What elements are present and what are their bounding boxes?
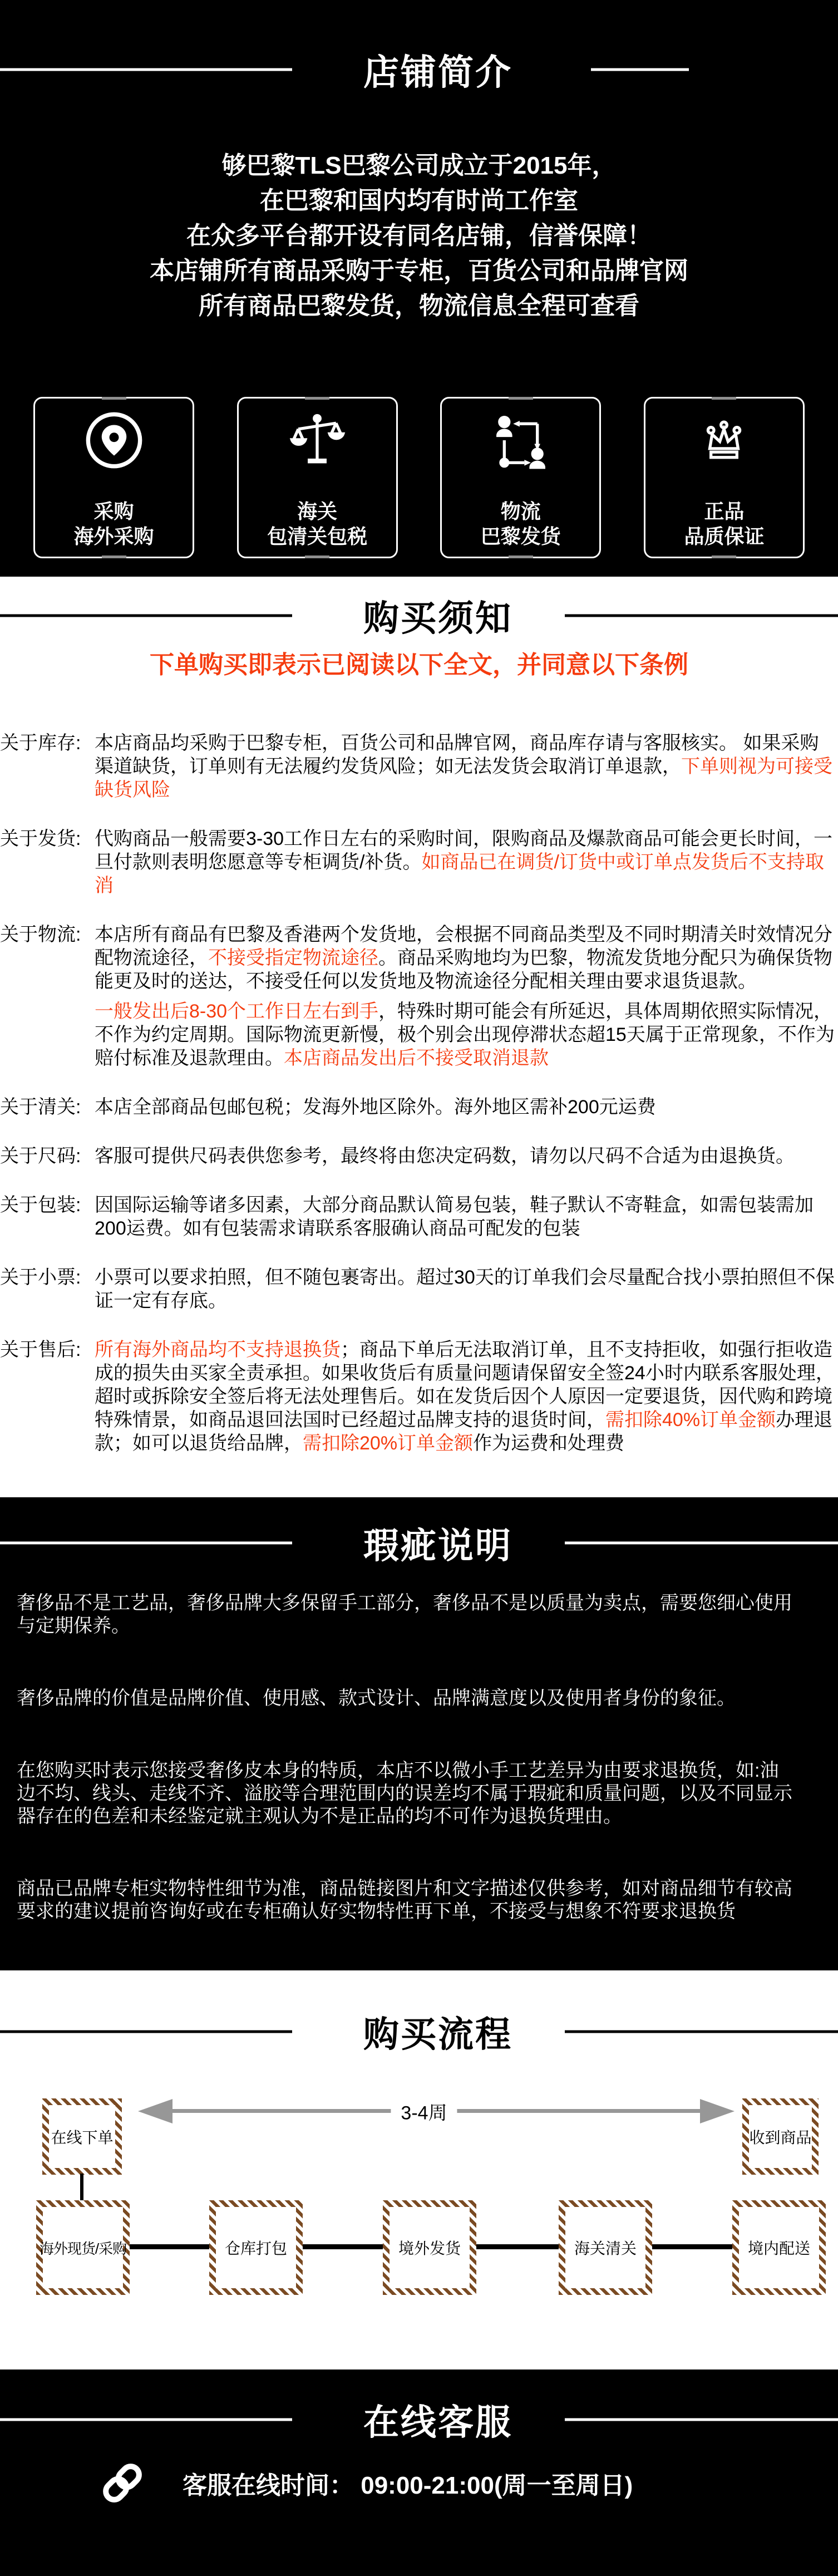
flow-step-overseas-stock: 海外现货/采购 — [36, 2200, 130, 2295]
title-divider-right — [565, 2418, 838, 2421]
title-divider-right — [565, 1542, 838, 1545]
section-purchase-flow — [0, 1970, 838, 2369]
intro-line: 所有商品巴黎发货，物流信息全程可查看 — [199, 292, 639, 319]
scale-icon — [288, 411, 347, 470]
defect-paragraphs — [0, 1592, 838, 1923]
section-customer-service — [0, 2369, 838, 2576]
feature-box-authentic — [644, 397, 805, 558]
flow-step-overseas-dispatch: 境外发货 — [383, 2200, 476, 2295]
logistics-flow-icon — [491, 411, 550, 470]
flow-connector — [475, 2244, 561, 2249]
purchase-notice-title: 购买须知 — [363, 598, 512, 638]
flow-connector — [302, 2244, 385, 2249]
store-intro-title-row — [0, 52, 838, 92]
flow-step-warehouse-packing: 仓库打包 — [209, 2200, 303, 2295]
notice-item-stock: 关于库存: 本店商品均采购于巴黎专柜，百货公司和品牌官网，商品库存请与客服核实。 如果采购渠道缺货，订单则有无法履约发货风险；如无法发货会取消订单退款，下单则视为可接受缺货风险 — [0, 733, 832, 800]
notice-item-logistics-2: 一般发出后8-30个工作日左右到手，特殊时期可能会有所延迟，具体周期依照实际情况，不作为约定周期。国际物流更新慢，极个别会出现停滞状态超15天属于正常现象，不作为赔付标准及退款理由。本店商品发出后不接受取消退款 — [95, 1001, 835, 1069]
notice-item-aftersale: 关于售后: 所有海外商品均不支持退换货；商品下单后无法取消订单，且不支持拒收，如强行拒收造成的损失由买家全责承担。如果收货后有质量问题请保留安全签24小时内联系客服处理，超时或拆除安全签后将无法处理售后。如在发货后因个人原因一定要退货，因代购和跨境特殊情景，如商品退回法国时已经超过品牌支持的退货时间，需扣除40%订单金额办理退款；如可以退货给品牌，需扣除20%订单金额作为运费和处理费 — [0, 1339, 835, 1454]
feature-label: 采购 海外采购 — [73, 500, 154, 548]
defect-paragraph: 在您购买时表示您接受奢侈皮本身的特质，本店不以微小手工艺差异为由要求退换货，如:油边不均、线头、走线不齐、溢胶等合理范围内的误差均不属于瑕疵和质量问题，以及不同显示器存在的色差和未经鉴定就主观认为不是正品的均不可作为退换货理由。 — [17, 1760, 792, 1827]
defect-paragraph: 商品已品牌专柜实物特性细节为准，商品链接图片和文字描述仅供参考，如对商品细节有较高要求的建议提前咨询好或在专柜确认好实物特性再下单，不接受与想象不符要求退换货 — [17, 1878, 792, 1922]
purchase-notice-title-row — [0, 598, 838, 638]
arrow-right-head — [700, 2099, 735, 2123]
feature-label: 正品 品质保证 — [684, 500, 765, 548]
title-divider-left — [0, 2418, 292, 2421]
flow-box-receive-goods: 收到商品 — [742, 2098, 819, 2175]
defect-note-title-row — [0, 1525, 838, 1566]
notice-item-shipping: 关于发货: 代购商品一般需要3-30工作日左右的采购时间，限购商品及爆款商品可能会更长时间，一旦付款则表明您愿意等专柜调货/补货。如商品已在调货/订货中或订单点发货后不支持取消 — [0, 828, 833, 896]
flow-step-domestic-delivery: 境内配送 — [732, 2200, 826, 2295]
location-pin-icon — [85, 411, 144, 470]
notice-item-logistics: 关于物流: 本店所有商品有巴黎及香港两个发货地，会根据不同商品类型及不同时期清关时效情况分配物流途径，不接受指定物流途径。商品采购地均为巴黎，物流发货地分配只为确保货物能更及时的送达，不接受任何以发货地及物流途径分配相关理由要求退货退款。 — [0, 924, 832, 992]
flow-connector — [651, 2244, 735, 2249]
notice-item-sizing: 关于尺码: 客服可提供尺码表供您参考，最终将由您决定码数，请勿以尺码不合适为由退换货。 — [0, 1146, 795, 1167]
feature-badges — [0, 397, 838, 558]
crown-icon — [694, 411, 753, 470]
section-defect-note — [0, 1497, 838, 1970]
purchase-warning: 下单购买即表示已阅读以下全文，并同意以下条例 — [150, 651, 688, 679]
title-divider-left — [0, 614, 292, 617]
feature-label: 物流 巴黎发货 — [480, 500, 561, 548]
section-store-intro — [0, 0, 838, 577]
duration-label: 3-4周 — [391, 2098, 457, 2125]
title-divider-left — [0, 68, 292, 71]
customer-service-title: 在线客服 — [363, 2402, 512, 2442]
title-divider-right — [565, 2031, 838, 2033]
intro-line: 本店铺所有商品采购于专柜，百货公司和品牌官网 — [150, 257, 688, 284]
flow-connector — [128, 2244, 211, 2249]
defect-note-title: 瑕疵说明 — [363, 1526, 512, 1566]
service-hours-text: 客服在线时间： 09:00-21:00(周一至周日) — [183, 2472, 633, 2499]
service-hours-row — [0, 2455, 838, 2511]
intro-line: 够巴黎TLS巴黎公司成立于2015年， — [221, 152, 617, 179]
notice-item-receipt: 关于小票: 小票可以要求拍照，但不随包裹寄出。超过30天的订单我们会尽量配合找小票拍照但不保证一定有存底。 — [0, 1267, 835, 1311]
customer-service-title-row — [0, 2402, 838, 2442]
title-divider-right — [591, 68, 689, 71]
defect-paragraph: 奢侈品不是工艺品，奢侈品牌大多保留手工部分，奢侈品不是以质量为卖点，需要您细心使用与定期保养。 — [17, 1592, 792, 1636]
notice-item-customs-clearance: 关于清关: 本店全部商品包邮包税；发海外地区除外。海外地区需补200元运费 — [0, 1097, 656, 1118]
notice-items — [0, 731, 838, 1455]
purchase-flow-title: 购买流程 — [363, 2014, 512, 2054]
feature-box-purchase — [33, 397, 194, 558]
feature-label: 海关 包清关包税 — [267, 500, 368, 548]
feature-box-logistics — [440, 397, 601, 558]
defect-paragraph: 奢侈品牌的价值是品牌价值、使用感、款式设计、品牌满意度以及使用者身份的象征。 — [17, 1688, 736, 1709]
title-divider-left — [0, 1542, 292, 1545]
store-intro-text — [0, 148, 838, 323]
intro-line: 在巴黎和国内均有时尚工作室 — [260, 187, 578, 214]
title-divider-left — [0, 2031, 292, 2033]
feature-box-customs — [237, 397, 398, 558]
intro-line: 在众多平台都开设有同名店铺，信誉保障！ — [186, 222, 652, 249]
section-purchase-notice — [0, 577, 838, 1497]
notice-item-packaging: 关于包装: 因国际运输等诸多因素，大部分商品默认简易包装，鞋子默认不寄鞋盒，如需包装需加200运费。如有包装需求请联系客服确认商品可配发的包装 — [0, 1194, 814, 1239]
flow-vertical-connector — [80, 2174, 83, 2201]
purchase-flow-title-row — [0, 2014, 838, 2054]
flow-step-customs-clearance: 海关清关 — [559, 2200, 652, 2295]
flow-box-order-online: 在线下单 — [42, 2098, 122, 2175]
store-intro-title: 店铺简介 — [363, 52, 512, 92]
title-divider-right — [565, 614, 838, 617]
chain-link-icon — [95, 2455, 150, 2511]
